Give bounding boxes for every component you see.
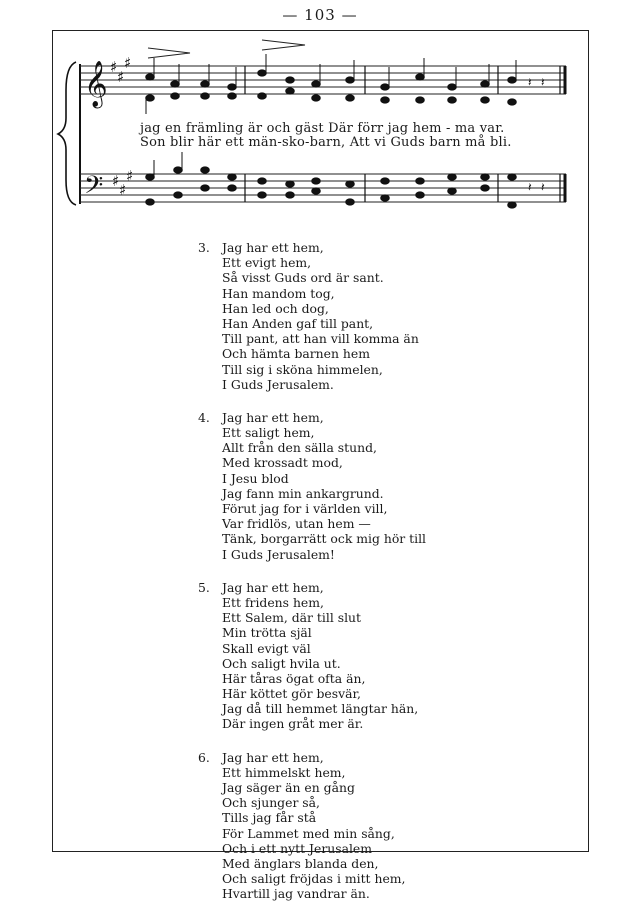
verse-5 bbox=[198, 580, 558, 732]
svg-text:♯: ♯ bbox=[112, 172, 120, 190]
svg-text:♯: ♯ bbox=[119, 181, 127, 199]
page-number: — 103 — bbox=[282, 6, 358, 24]
svg-text:𝄽: 𝄽 bbox=[528, 75, 532, 89]
verse-line: Tills jag får stå bbox=[222, 810, 317, 826]
verse-line: Allt från den sälla stund, bbox=[222, 440, 377, 456]
verse-line: Han mandom tog, bbox=[222, 285, 335, 301]
verse-line: Och saligt hvila ut. bbox=[222, 655, 341, 671]
treble-staff bbox=[80, 66, 566, 94]
verse-line: Han Anden gaf till pant, bbox=[222, 315, 374, 331]
verse-line: I Jesu blod bbox=[222, 470, 289, 486]
verse-line: Och sjunger så, bbox=[222, 795, 320, 811]
verse-line: Med krossadt mod, bbox=[222, 455, 343, 471]
treble-clef-icon: 𝄞 bbox=[84, 61, 108, 107]
music-score bbox=[0, 0, 640, 230]
verse-4 bbox=[198, 410, 558, 562]
svg-text:𝄽: 𝄽 bbox=[541, 180, 545, 194]
verse-line: I Guds Jerusalem. bbox=[222, 376, 334, 392]
hairpin-accents bbox=[148, 40, 305, 58]
svg-text:𝄽: 𝄽 bbox=[528, 180, 532, 194]
verse-line: Hvartill jag vandrar än. bbox=[222, 886, 370, 902]
verse-line: Ett Salem, där till slut bbox=[222, 610, 362, 626]
verse-6 bbox=[198, 750, 558, 902]
verse-line: Förut jag for i världen vill, bbox=[222, 501, 388, 516]
verse-line: Och i ett nytt Jerusalem bbox=[222, 840, 373, 856]
verse-line: Han led och dog, bbox=[222, 300, 329, 316]
verse-line: Till pant, att han vill komma än bbox=[222, 331, 419, 347]
bass-notes bbox=[146, 152, 545, 208]
verse-line: Ett fridens hem, bbox=[222, 594, 324, 610]
verse-number: 6. bbox=[198, 749, 210, 765]
system-brace bbox=[58, 62, 76, 205]
verse-line: Jag säger än en gång bbox=[222, 780, 355, 795]
svg-text:♯: ♯ bbox=[124, 54, 132, 72]
verse-line: Var fridlös, utan hem — bbox=[222, 516, 371, 532]
verse-line: Med änglars blanda den, bbox=[222, 855, 379, 871]
svg-text:♯: ♯ bbox=[126, 167, 134, 185]
verse-line: Ett evigt hem, bbox=[222, 255, 312, 271]
verse-3 bbox=[198, 240, 558, 392]
verse-line: För Lammet med min sång, bbox=[222, 825, 395, 841]
verse-line: I Guds Jerusalem! bbox=[222, 546, 335, 562]
svg-text:𝄽: 𝄽 bbox=[541, 75, 545, 89]
verse-line: Ett saligt hem, bbox=[222, 425, 315, 441]
verse-number: 3. bbox=[198, 240, 210, 255]
lyric-line-2: Son blir här ett män-sko-barn, Att vi Guds barn må bli. bbox=[140, 135, 512, 150]
verse-line: Här tåras ögat ofta än, bbox=[222, 670, 366, 686]
treble-notes bbox=[146, 54, 545, 114]
verse-number: 4. bbox=[198, 409, 210, 425]
verse-line: Och saligt fröjdas i mitt hem, bbox=[222, 871, 406, 887]
key-signature-bass-icon bbox=[112, 167, 133, 199]
verse-line: Så visst Guds ord är sant. bbox=[222, 270, 384, 286]
verse-line: Jag har ett hem, bbox=[222, 240, 324, 255]
key-signature-treble-icon bbox=[110, 54, 131, 86]
bass-clef-icon: 𝄢 bbox=[84, 171, 104, 206]
verses bbox=[198, 240, 558, 920]
svg-text:♯: ♯ bbox=[110, 58, 118, 76]
lyric-line-1: jag en främling är och gäst Där förr jag hem - ma var. bbox=[140, 121, 505, 136]
verse-line: Jag har ett hem, bbox=[222, 579, 324, 595]
verse-line: Till sig i sköna himmelen, bbox=[222, 361, 383, 377]
verse-line: Jag har ett hem, bbox=[222, 409, 324, 425]
verse-number: 5. bbox=[198, 579, 210, 595]
verse-line: Jag då till hemmet längtar hän, bbox=[222, 701, 419, 717]
verse-line: Jag har ett hem, bbox=[222, 749, 324, 765]
verse-line: Tänk, borgarrätt ock mig hör till bbox=[222, 531, 427, 547]
verse-line: Ett himmelskt hem, bbox=[222, 764, 346, 780]
svg-text:♯: ♯ bbox=[117, 68, 125, 86]
verse-line: Min trötta själ bbox=[222, 625, 312, 641]
verse-line: Skall evigt väl bbox=[222, 640, 311, 656]
verse-line: Jag fann min ankargrund. bbox=[222, 485, 384, 501]
verse-line: Här köttet gör besvär, bbox=[222, 686, 361, 702]
verse-line: Där ingen gråt mer är. bbox=[222, 716, 364, 732]
verse-line: Och hämta barnen hem bbox=[222, 346, 370, 362]
